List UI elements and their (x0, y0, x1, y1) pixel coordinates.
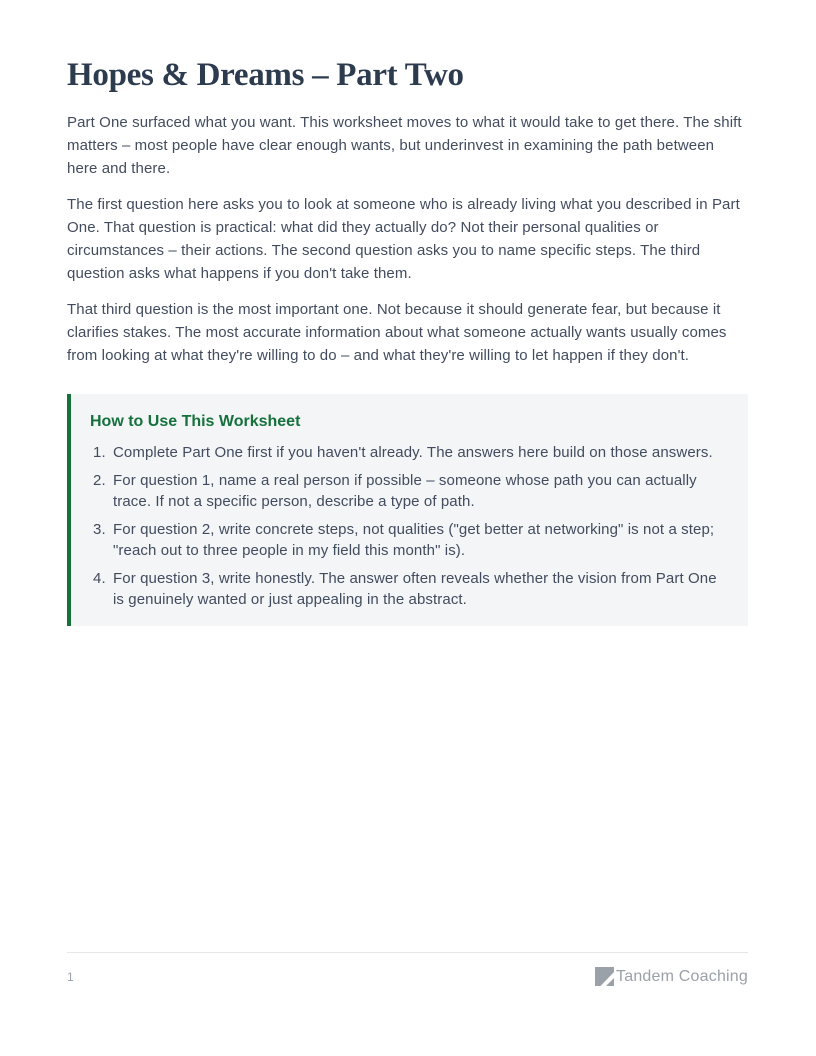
instruction-item-3: 3. For question 2, write concrete steps, not qualities ("get better at networking" is not a step; "reach out to three people in my field this month" is). (110, 519, 726, 561)
instruction-item-2: 2. For question 1, name a real person if possible – someone whose path you can actually trace. If not a specific person, describe a type of path. (110, 470, 726, 512)
page-number: 1 (67, 969, 74, 984)
intro-paragraph-3: That third question is the most important one. Not because it should generate fear, but because it clarifies stakes. The most accurate information about what someone actually wants usually comes from looking at what they're willing to do – and what they're willing to let happen if they don't. (67, 301, 727, 364)
broken-image-icon (595, 967, 614, 986)
instruction-item-1: 1. Complete Part One first if you haven't already. The answers here build on those answers. (110, 442, 726, 463)
callout-box (67, 394, 748, 626)
footer-logo (595, 967, 748, 986)
footer-logo-text: Tandem Coaching (616, 967, 748, 985)
callout-heading: How to Use This Worksheet (90, 413, 301, 430)
intro-paragraph-1: Part One surfaced what you want. This worksheet moves to what it would take to get there. The shift matters – most people have clear enough wants, but underinvest in examining the path between here and there. (67, 114, 742, 177)
intro-paragraph-2: The first question here asks you to look at someone who is already living what you described in Part One. That question is practical: what did they actually do? Not their personal qualities or circumstances – their actions. The second question asks you to name specific steps. The third question asks what happens if you don't take them. (67, 196, 740, 282)
page-title: Hopes & Dreams – Part Two (67, 57, 464, 93)
instruction-item-4: 4. For question 3, write honestly. The answer often reveals whether the vision from Part One is genuinely wanted or just appealing in the abstract. (110, 568, 726, 610)
instruction-list (90, 442, 726, 610)
page-footer (67, 952, 748, 986)
